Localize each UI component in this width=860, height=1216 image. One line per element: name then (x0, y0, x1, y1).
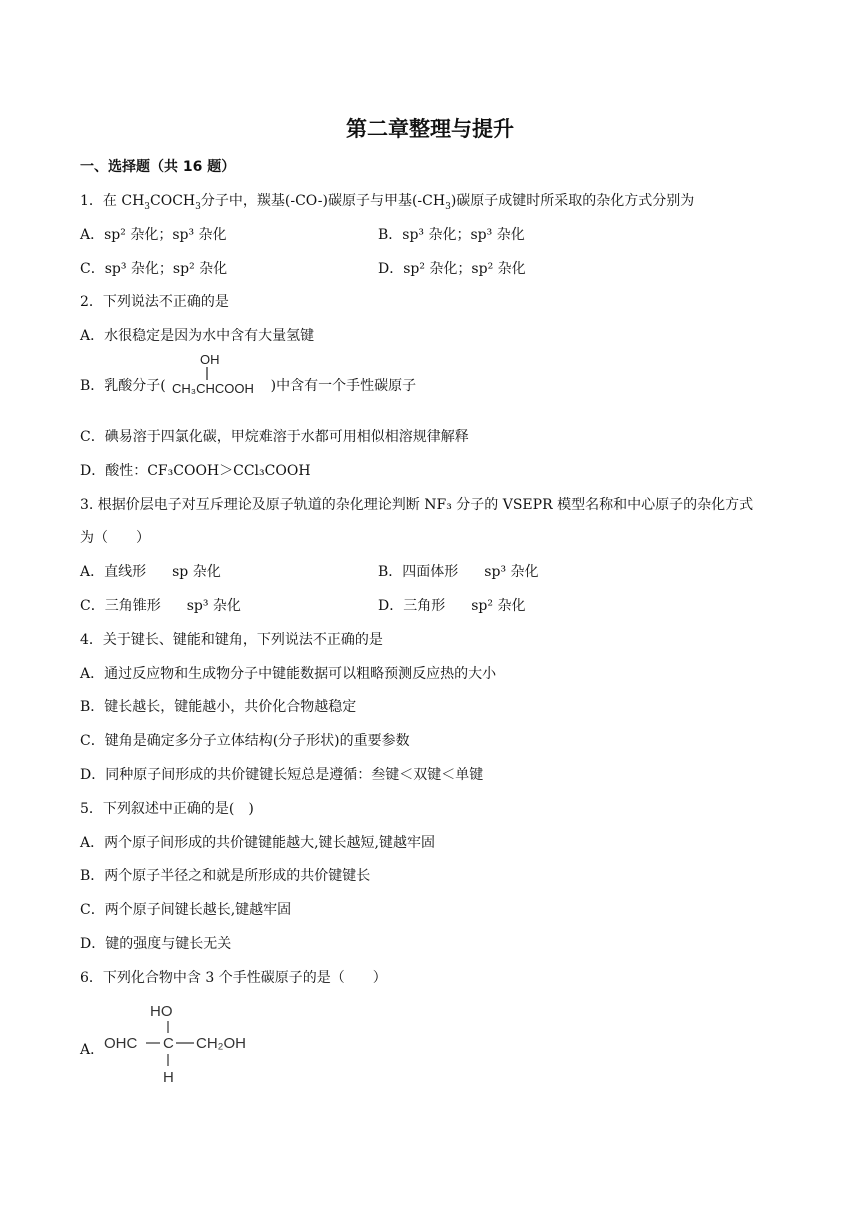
question-2-option-b: B．乳酸分子( OH CH₃CHCOOH )中含有一个手性碳原子 (80, 352, 417, 396)
page-title: 第二章整理与提升 (346, 117, 514, 141)
question-5-option-b: B．两个原子半径之和就是所形成的共价键键长 (80, 868, 371, 884)
question-2-option-d: D．酸性：CF₃COOH＞CCl₃COOH (80, 463, 311, 479)
question-3-stem-line1: 3. 根据价层电子对互斥理论及原子轨道的杂化理论判断 NF₃ 分子的 VSEPR 模型名称和中心原子的杂化方式 (80, 497, 754, 513)
section-heading: 一、选择题（共 16 题） (80, 159, 236, 175)
question-3-option-c: C．三角锥形 sp³ 杂化 (80, 598, 241, 614)
glyceraldehyde-structure (102, 1000, 262, 1090)
question-1-option-c: C．sp³ 杂化；sp² 杂化 (80, 261, 228, 277)
question-5-option-a: A．两个原子间形成的共价键键能越大,键长越短,键越牢固 (80, 835, 436, 851)
question-4-option-b: B．键长越长，键能越小，共价化合物越稳定 (80, 699, 357, 715)
question-4-option-a: A．通过反应物和生成物分子中键能数据可以粗略预测反应热的大小 (80, 666, 497, 682)
question-1-stem: 1．在 $CH_3COCH_3$分子中，羰基(-CO-)碳原子与甲基$(-CH_3)$碳原子成键时所采取的杂化方式分别为 (80, 193, 695, 212)
structure-ho: HO (150, 1003, 173, 1020)
question-3-option-d: D．三角形 sp² 杂化 (378, 598, 526, 614)
question-5-option-c: C．两个原子间键长越长,键越牢固 (80, 902, 292, 918)
question-5-stem: 5．下列叙述中正确的是( ) (80, 801, 254, 817)
structure-ch2oh: CH₂OH (196, 1035, 246, 1052)
lactic-acid-structure (170, 352, 266, 396)
question-1-option-d: D．sp² 杂化；sp² 杂化 (378, 261, 526, 277)
question-1-option-a: A．sp² 杂化；sp³ 杂化 (80, 227, 227, 243)
question-6-stem: 6．下列化合物中含 3 个手性碳原子的是（ ） (80, 970, 387, 986)
question-2-stem: 2．下列说法不正确的是 (80, 294, 229, 310)
question-4-stem: 4．关于键长、键能和键角，下列说法不正确的是 (80, 632, 383, 648)
question-5-option-d: D．键的强度与键长无关 (80, 936, 232, 952)
question-3-option-a: A．直线形 sp 杂化 (80, 564, 221, 580)
question-3-option-b: B．四面体形 sp³ 杂化 (378, 564, 539, 580)
question-2-option-a: A．水很稳定是因为水中含有大量氢键 (80, 328, 315, 344)
question-4-option-d: D．同种原子间形成的共价键键长短总是遵循：叁键＜双键＜单键 (80, 767, 484, 783)
lactic-acid-formula: CH₃CHCOOH (172, 381, 255, 396)
question-3-stem-line2: 为（ ） (80, 530, 150, 546)
structure-h: H (163, 1069, 174, 1086)
question-2-option-c: C．碘易溶于四氯化碳，甲烷难溶于水都可用相似相溶规律解释 (80, 429, 469, 445)
question-4-option-c: C．键角是确定多分子立体结构(分子形状)的重要参数 (80, 733, 410, 749)
structure-carbon: C (163, 1035, 174, 1052)
lactic-acid-oh: OH (200, 352, 220, 367)
structure-ohc: OHC (104, 1035, 138, 1052)
question-1-option-b: B．sp³ 杂化；sp³ 杂化 (378, 227, 525, 243)
question-6-option-a-label: A． (80, 1042, 105, 1058)
